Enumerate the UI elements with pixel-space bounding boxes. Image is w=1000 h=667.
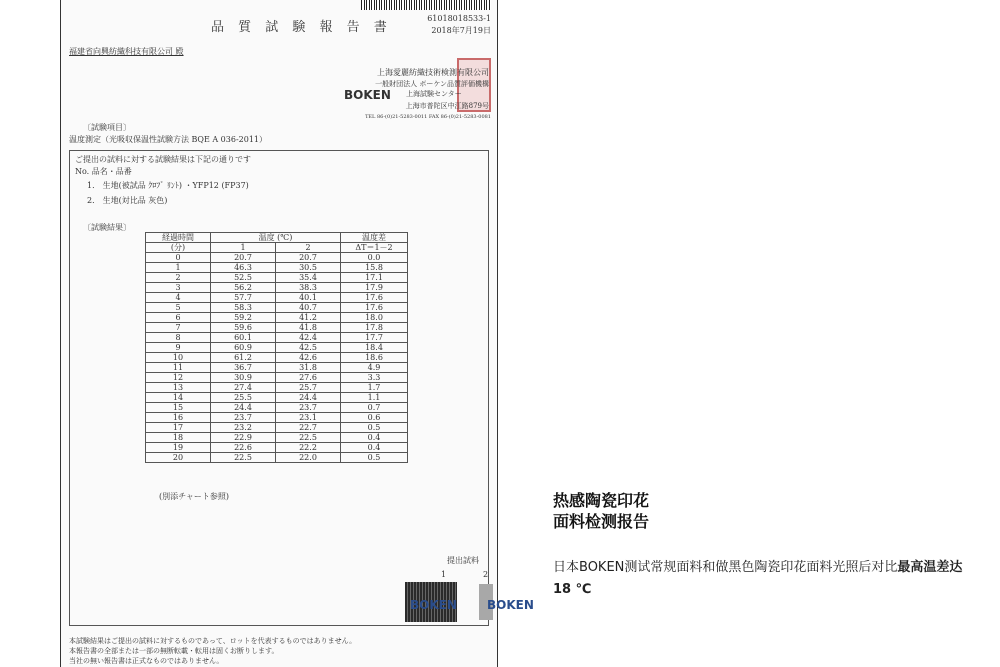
table-cell-a: 61.2	[211, 353, 276, 363]
swatch-1-number: 1	[441, 570, 447, 579]
side-description-text: 日本BOKEN测试常规面料和做黑色陶瓷印花面料光照后对比	[553, 560, 898, 575]
table-cell-d: 1.1	[341, 393, 408, 403]
table-row	[146, 283, 408, 293]
sample-list-header: No. 品名・品番	[75, 167, 132, 176]
footer-disclaimer-2: 本報告書の全部または一部の無断転載・転用は固くお断りします。	[69, 647, 279, 655]
issuer-name: 上海愛麗紡織技術検測有限公司	[377, 68, 489, 77]
table-row	[146, 343, 408, 353]
table-cell-d: 17.7	[341, 333, 408, 343]
table-cell-d: 0.0	[341, 253, 408, 263]
table-row	[146, 253, 408, 263]
table-cell-b: 40.7	[276, 303, 341, 313]
test-item-text: 温度測定（光吸収保温性試験方法 BQE A 036-2011）	[69, 135, 268, 144]
barcode	[361, 0, 491, 10]
footer-disclaimer-3: 当社の無い報告書は正式なものではありません。	[69, 657, 224, 665]
table-cell-b: 22.0	[276, 453, 341, 463]
client-name: 福建省向興紡織科技有限公司 殿	[69, 47, 184, 56]
report-title: 品 質 試 験 報 告 書	[211, 20, 392, 35]
table-cell-d: 17.9	[341, 283, 408, 293]
swatch-logo-2: BOKEN	[487, 598, 534, 612]
table-cell-d: 17.8	[341, 323, 408, 333]
table-cell-d: 0.4	[341, 443, 408, 453]
table-cell-b: 24.4	[276, 393, 341, 403]
table-cell-d: 0.4	[341, 433, 408, 443]
table-cell-a: 23.2	[211, 423, 276, 433]
table-cell-t: 16	[146, 413, 211, 423]
table-cell-t: 7	[146, 323, 211, 333]
table-row	[146, 443, 408, 453]
header-temperature: 温度 (℃)	[211, 233, 341, 243]
table-cell-b: 23.7	[276, 403, 341, 413]
table-cell-t: 18	[146, 433, 211, 443]
table-cell-d: 4.9	[341, 363, 408, 373]
table-cell-t: 5	[146, 303, 211, 313]
table-cell-d: 3.3	[341, 373, 408, 383]
table-cell-a: 58.3	[211, 303, 276, 313]
table-row	[146, 303, 408, 313]
table-row	[146, 413, 408, 423]
table-cell-d: 18.0	[341, 313, 408, 323]
table-cell-a: 60.1	[211, 333, 276, 343]
side-heading-line-2: 面料检测报告	[553, 512, 650, 531]
table-cell-b: 41.8	[276, 323, 341, 333]
swatch-logo-1: BOKEN	[410, 598, 457, 612]
issuer-address: 上海市普陀区中江路879号	[405, 102, 489, 110]
sample-1: 1． 生地(被試品 ｸﾛﾌﾞ ﾘﾝﾄ) ・YFP12 (FP37)	[87, 181, 249, 190]
table-cell-d: 15.8	[341, 263, 408, 273]
table-cell-d: 0.6	[341, 413, 408, 423]
table-cell-b: 27.6	[276, 373, 341, 383]
header-sample-1: 1	[211, 243, 276, 253]
table-cell-b: 42.5	[276, 343, 341, 353]
table-cell-b: 22.7	[276, 423, 341, 433]
table-cell-a: 60.9	[211, 343, 276, 353]
table-cell-b: 22.2	[276, 443, 341, 453]
table-cell-a: 46.3	[211, 263, 276, 273]
header-difference: 温度差	[341, 233, 408, 243]
table-row	[146, 363, 408, 373]
table-cell-b: 42.4	[276, 333, 341, 343]
table-cell-t: 12	[146, 373, 211, 383]
table-row	[146, 453, 408, 463]
table-cell-b: 38.3	[276, 283, 341, 293]
table-cell-a: 22.5	[211, 453, 276, 463]
table-cell-a: 24.4	[211, 403, 276, 413]
sample-2: 2． 生地(対比品 灰色)	[87, 196, 168, 205]
temperature-table	[145, 232, 408, 463]
table-cell-b: 35.4	[276, 273, 341, 283]
chart-reference-note: (別添チャート参照)	[159, 492, 230, 501]
table-row	[146, 373, 408, 383]
table-row	[146, 403, 408, 413]
table-cell-t: 20	[146, 453, 211, 463]
table-cell-d: 17.6	[341, 293, 408, 303]
table-row	[146, 263, 408, 273]
side-heading-line-1: 热感陶瓷印花	[553, 491, 650, 510]
issuer-foundation: 一般財団法人 ボーケン品質評価機構	[375, 80, 489, 88]
issuer-contact: TEL 86-(0)21-5283-0011 FAX 86-(0)21-5283-0081	[365, 114, 491, 120]
table-cell-a: 22.6	[211, 443, 276, 453]
table-row	[146, 293, 408, 303]
table-row	[146, 353, 408, 363]
table-cell-b: 25.7	[276, 383, 341, 393]
table-cell-a: 30.9	[211, 373, 276, 383]
table-cell-a: 25.5	[211, 393, 276, 403]
test-item-heading: 〔試験項目〕	[83, 123, 131, 132]
side-description	[553, 557, 973, 601]
table-cell-t: 13	[146, 383, 211, 393]
table-cell-b: 30.5	[276, 263, 341, 273]
report-number: 61018018533-1	[427, 14, 491, 23]
table-cell-t: 10	[146, 353, 211, 363]
header-time-unit: (分)	[146, 243, 211, 253]
table-cell-a: 36.7	[211, 363, 276, 373]
table-cell-b: 41.2	[276, 313, 341, 323]
table-cell-d: 1.7	[341, 383, 408, 393]
table-cell-a: 23.7	[211, 413, 276, 423]
table-cell-b: 42.6	[276, 353, 341, 363]
table-cell-d: 18.4	[341, 343, 408, 353]
table-cell-d: 0.5	[341, 453, 408, 463]
boken-logo: BOKEN	[344, 88, 391, 102]
table-cell-b: 23.1	[276, 413, 341, 423]
table-cell-a: 22.9	[211, 433, 276, 443]
results-heading: 〔試験結果〕	[83, 223, 131, 232]
table-row	[146, 393, 408, 403]
table-cell-a: 57.7	[211, 293, 276, 303]
table-row	[146, 333, 408, 343]
table-cell-t: 1	[146, 263, 211, 273]
table-cell-d: 18.6	[341, 353, 408, 363]
results-intro: ご提出の試料に対する試験結果は下記の通りです	[75, 155, 251, 164]
table-cell-b: 20.7	[276, 253, 341, 263]
table-row	[146, 433, 408, 443]
table-cell-b: 31.8	[276, 363, 341, 373]
report-date: 2018年7月19日	[431, 26, 491, 35]
table-cell-t: 14	[146, 393, 211, 403]
temperature-table-body	[146, 253, 408, 463]
table-row	[146, 323, 408, 333]
side-heading	[553, 490, 649, 532]
table-cell-d: 17.6	[341, 303, 408, 313]
table-cell-t: 2	[146, 273, 211, 283]
header-time: 経過時間	[146, 233, 211, 243]
table-row	[146, 273, 408, 283]
table-cell-t: 11	[146, 363, 211, 373]
issuer-branch: 上海試験センター	[406, 90, 462, 98]
table-cell-a: 56.2	[211, 283, 276, 293]
table-cell-t: 19	[146, 443, 211, 453]
table-cell-d: 17.1	[341, 273, 408, 283]
swatch-2-number: 2	[483, 570, 489, 579]
table-cell-a: 59.2	[211, 313, 276, 323]
table-cell-t: 0	[146, 253, 211, 263]
table-cell-a: 20.7	[211, 253, 276, 263]
test-report-document	[60, 0, 534, 667]
table-cell-d: 0.5	[341, 423, 408, 433]
table-cell-t: 15	[146, 403, 211, 413]
table-cell-b: 22.5	[276, 433, 341, 443]
footer-disclaimer-1: 本試験結果はご提出の試料に対するものであって、ロットを代表するものではありません。	[69, 637, 357, 645]
table-cell-a: 27.4	[211, 383, 276, 393]
table-cell-t: 9	[146, 343, 211, 353]
table-row	[146, 423, 408, 433]
swatch-label: 提出試料	[447, 556, 479, 565]
table-cell-b: 40.1	[276, 293, 341, 303]
table-cell-a: 52.5	[211, 273, 276, 283]
header-sample-2: 2	[276, 243, 341, 253]
table-row	[146, 313, 408, 323]
table-cell-t: 6	[146, 313, 211, 323]
table-cell-t: 3	[146, 283, 211, 293]
table-cell-t: 17	[146, 423, 211, 433]
header-difference-formula: ΔT＝1－2	[341, 243, 408, 253]
table-cell-t: 4	[146, 293, 211, 303]
table-cell-a: 59.6	[211, 323, 276, 333]
table-cell-t: 8	[146, 333, 211, 343]
table-row	[146, 383, 408, 393]
side-description-highlight: 最高温差达18 ℃	[553, 560, 963, 597]
table-cell-d: 0.7	[341, 403, 408, 413]
